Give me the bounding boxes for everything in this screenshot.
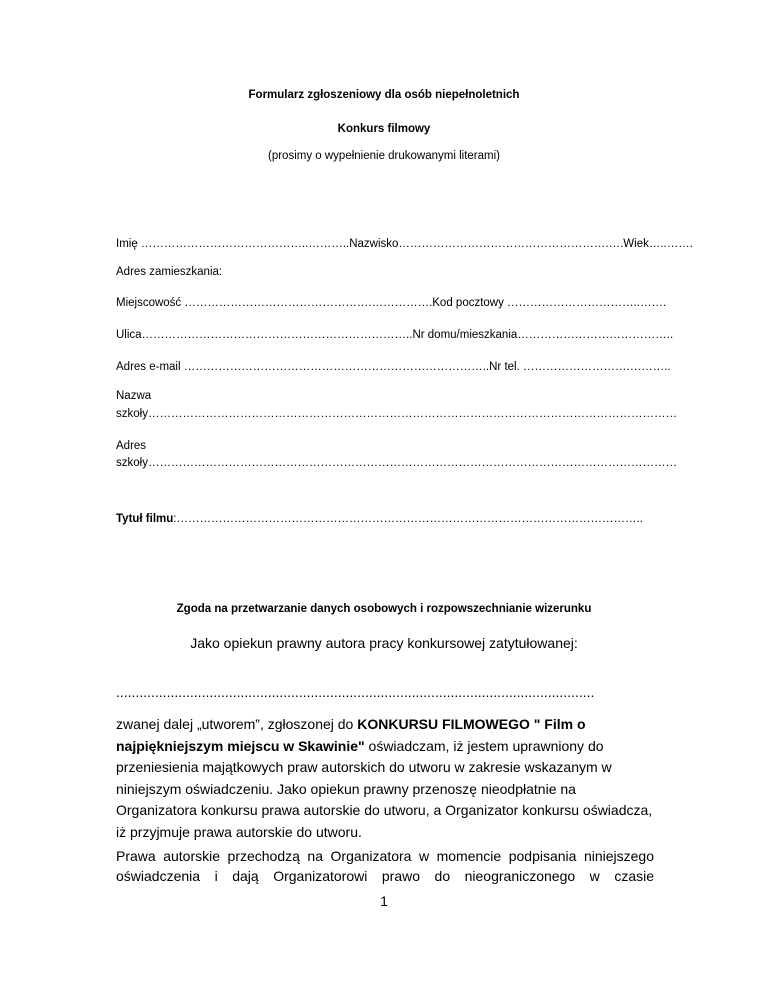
fill-instruction: (prosimy o wypełnienie drukowanymi literami) <box>268 150 500 162</box>
para1-end: oświadczam, iż jestem uprawniony do przeniesienia majątkowych praw autorskich do utworu w zakresie wskazanym w niniejszym oświadczeniu. Jako opiekun prawny przenoszę nieodpłatnie na Organizatora konkursu prawa autorskie do utworu, a Organizator konkursu oświadcza, iż przyjmuje prawa autorskie do utworu. <box>116 737 653 840</box>
contest-name-bold: KONKURSU FILMOWEGO " Film o najpiękniejszym miejscu w Skawinie" <box>116 716 586 754</box>
para1-start: zwanej dalej „utworem”, zgłoszonej do <box>116 716 358 732</box>
school-name-line: szkoły………………………………………………………………………………………………………………………… <box>116 408 677 420</box>
consent-paragraph-2-line-2: oświadczenia i dają Organizatorowi prawo do nieograniczonego w czasie <box>116 868 654 884</box>
form-title: Formularz zgłoszeniowy dla osób niepełnoletnich <box>248 89 520 101</box>
work-title-dots-line: ........................................................................................................................... <box>116 684 595 700</box>
page-number: 1 <box>380 893 388 909</box>
street-house-line: Ulica……………………………………………………………..Nr domu/mieszkania………………………………….. <box>116 329 674 341</box>
city-postcode-line: Miejscowość ………………………………………….…………….Kod pocztowy ……………………………..……. <box>116 297 667 309</box>
address-heading: Adres zamieszkania: <box>116 266 223 278</box>
school-name-label: Nazwa <box>116 390 152 402</box>
consent-title: Zgoda na przetwarzanie danych osobowych i rozpowszechnianie wizerunku <box>176 603 592 615</box>
consent-paragraph-2-line-1: Prawa autorskie przechodzą na Organizatora w momencie podpisania niniejszego <box>116 848 654 864</box>
email-phone-line: Adres e-mail ……………………………………………………………………..Nr tel. ……………………….……….. <box>116 361 671 373</box>
school-address-line: szkoły………………………………………………………………………………………………………………………… <box>116 457 677 469</box>
film-title-line <box>116 513 643 525</box>
film-title-label: Tytuł filmu <box>116 513 174 525</box>
name-surname-age-line: Imię ……………………………………..………..Nazwisko……………………………………………….….Wiek…..……. <box>116 238 693 250</box>
school-address-label: Adres <box>116 440 147 452</box>
consent-paragraph-1 <box>116 714 656 843</box>
contest-name: Konkurs filmowy <box>337 123 431 135</box>
film-title-dots: :………………………………………………………………………………………………………….. <box>173 513 643 525</box>
guardian-statement: Jako opiekun prawny autora pracy konkursowej zatytułowanej: <box>190 635 578 651</box>
